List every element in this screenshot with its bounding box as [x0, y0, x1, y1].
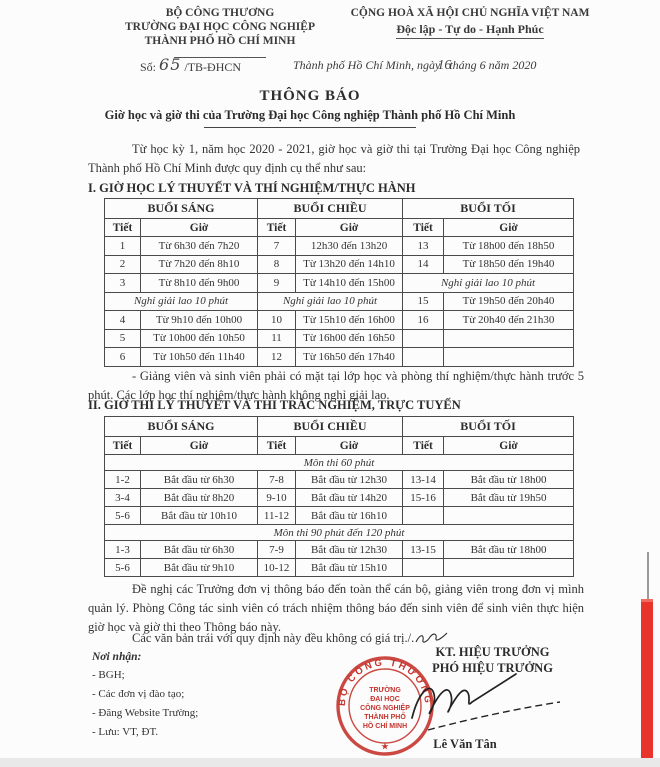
table-cell — [403, 329, 444, 348]
subheader-cell: Giờ — [296, 219, 403, 237]
exam-duration-label: Môn thi 90 phút đến 120 phút — [105, 525, 574, 541]
table-cell: 9 — [258, 274, 296, 293]
validity-text: Các văn bản trái với quy định này đều không có giá trị./. — [132, 631, 415, 645]
table-cell: 10-12 — [258, 559, 296, 577]
subheader-cell: Tiết — [403, 219, 444, 237]
subheader-cell: Giờ — [444, 437, 574, 455]
stamp-line: ĐẠI HỌC — [370, 696, 400, 703]
table-cell — [444, 507, 574, 525]
header-afternoon: BUỔI CHIỀU — [258, 199, 403, 219]
header-morning: BUỔI SÁNG — [105, 199, 258, 219]
signer-position: PHÓ HIỆU TRƯỞNG — [432, 661, 553, 675]
header-morning: BUỔI SÁNG — [105, 417, 258, 437]
table-row — [105, 541, 574, 559]
table-subheader-row — [105, 219, 574, 237]
intro-paragraph: Từ học kỳ 1, năm học 2020 - 2021, giờ học và giờ thi tại Trường Đại học Công nghiệp Thành phố Hồ Chí Minh được quy định cụ thể như sau: — [88, 142, 580, 175]
table-row — [105, 237, 574, 256]
stamp-star-icon: ★ — [381, 742, 389, 751]
exam-hours-table — [104, 416, 574, 577]
break-cell: Nghỉ giải lao 10 phút — [403, 274, 574, 293]
closing-paragraph: Đề nghị các Trưởng đơn vị thông báo đến toàn thể cán bộ, giảng viên trong đơn vị mình quản lý. Phòng Công tác sinh viên có trách nhiệm thông báo đến sinh viên để sinh viên thực hiện giờ học và giờ thi theo Thông báo này. — [88, 582, 584, 634]
header-evening: BUỔI TỐI — [403, 417, 574, 437]
class-hours-table — [104, 198, 574, 367]
subheader-cell: Giờ — [141, 437, 258, 455]
recipient-item: - BGH; — [92, 669, 125, 681]
break-cell: Nghỉ giải lao 10 phút — [105, 292, 258, 311]
table-row — [105, 559, 574, 577]
table-cell: 13-15 — [403, 541, 444, 559]
table-row — [105, 274, 574, 293]
subheader-cell: Tiết — [403, 437, 444, 455]
table-cell: 2 — [105, 255, 141, 274]
table-cell: 11-12 — [258, 507, 296, 525]
signed-on-behalf: KT. HIỆU TRƯỞNG — [435, 645, 550, 659]
table-cell: Từ 18h00 đến 18h50 — [444, 237, 574, 256]
table-cell: 7 — [258, 237, 296, 256]
doc-number-label: Số: — [140, 60, 157, 74]
table-cell: Từ 13h20 đến 14h10 — [296, 255, 403, 274]
table-cell: Từ 19h50 đến 20h40 — [444, 292, 574, 311]
stamp-line: TRƯỜNG — [369, 687, 401, 694]
table-row — [105, 329, 574, 348]
subheader-cell: Giờ — [141, 219, 258, 237]
document-subtitle: Giờ học và giờ thi của Trường Đại học Công nghiệp Thành phố Hồ Chí Minh — [104, 108, 516, 122]
header-afternoon: BUỔI CHIỀU — [258, 417, 403, 437]
table-row — [105, 489, 574, 507]
table-cell: Từ 16h50 đến 17h40 — [296, 348, 403, 367]
national-motto-block — [345, 6, 595, 39]
table-cell: 4 — [105, 311, 141, 330]
university-name-line1: TRƯỜNG ĐẠI HỌC CÔNG NGHIỆP — [125, 21, 315, 33]
table-cell: Bắt đầu từ 8h20 — [141, 489, 258, 507]
table-cell: Từ 15h10 đến 16h00 — [296, 311, 403, 330]
break-cell: Nghỉ giải lao 10 phút — [258, 292, 403, 311]
table-cell: Từ 9h10 đến 10h00 — [141, 311, 258, 330]
table-cell: Bắt đầu từ 9h10 — [141, 559, 258, 577]
place-date-line — [293, 58, 536, 74]
date-handwritten: 16 — [437, 58, 452, 73]
recipients-block — [92, 651, 198, 745]
table-cell: Bắt đầu từ 6h30 — [141, 541, 258, 559]
university-name-line2: THÀNH PHỐ HỒ CHÍ MINH — [144, 35, 296, 47]
doc-number-suffix: /TB-ĐHCN — [184, 60, 242, 74]
table-cell: 11 — [258, 329, 296, 348]
table-cell — [403, 507, 444, 525]
table-header-row — [105, 417, 574, 437]
table-cell — [403, 559, 444, 577]
table-cell: Bắt đầu từ 14h20 — [296, 489, 403, 507]
national-title: CỘNG HOÀ XÃ HỘI CHỦ NGHĨA VIỆT NAM — [350, 7, 590, 19]
table-row — [105, 471, 574, 489]
date-suffix: tháng 6 năm 2020 — [449, 58, 537, 72]
table-cell: 10 — [258, 311, 296, 330]
ministry-name: BỘ CÔNG THƯƠNG — [165, 7, 275, 19]
table-cell: 12h30 đến 13h20 — [296, 237, 403, 256]
signer-name: Lê Văn Tân — [433, 737, 497, 751]
section2-heading: II. GIỜ THI LÝ THUYẾT VÀ THI TRẮC NGHIỆM, TRỰC TUYẾN — [88, 398, 461, 412]
header-evening: BUỔI TỐI — [403, 199, 574, 219]
table-cell: Từ 10h50 đến 11h40 — [141, 348, 258, 367]
table-cell: 1-2 — [105, 471, 141, 489]
table-cell: 5-6 — [105, 559, 141, 577]
subheader-cell: Tiết — [258, 219, 296, 237]
page-bottom-edge — [0, 758, 660, 767]
table-cell: Bắt đầu từ 19h50 — [444, 489, 574, 507]
table-cell: 12 — [258, 348, 296, 367]
issuing-org-block — [100, 6, 340, 62]
subheader-cell: Tiết — [105, 219, 141, 237]
table-cell: Bắt đầu từ 10h10 — [141, 507, 258, 525]
table-cell: Từ 8h10 đến 9h00 — [141, 274, 258, 293]
table-cell: 13-14 — [403, 471, 444, 489]
table-cell: Bắt đầu từ 18h00 — [444, 541, 574, 559]
table-cell: Từ 20h40 đến 21h30 — [444, 311, 574, 330]
document-title: THÔNG BÁO — [259, 88, 361, 104]
national-motto: Độc lập - Tự do - Hạnh Phúc — [396, 22, 543, 39]
scroll-indicator-stem — [647, 552, 649, 600]
table-cell: 3-4 — [105, 489, 141, 507]
stamp-line: THÀNH PHỐ — [364, 714, 406, 721]
stamp-line: HỒ CHÍ MINH — [362, 723, 408, 730]
exam-group-row — [105, 525, 574, 541]
stamp-ring-text: BỘ CÔNG THƯƠNG — [336, 657, 434, 707]
recipient-item: - Đăng Website Trường; — [92, 707, 199, 719]
table-subheader-row — [105, 437, 574, 455]
table-cell: Từ 16h00 đến 16h50 — [296, 329, 403, 348]
subheader-cell: Tiết — [105, 437, 141, 455]
recipients-heading: Nơi nhận: — [92, 651, 142, 663]
scrollbar-indicator[interactable] — [641, 599, 653, 760]
table-cell: Từ 14h10 đến 15h00 — [296, 274, 403, 293]
table-cell: Bắt đầu từ 18h00 — [444, 471, 574, 489]
table-row — [105, 348, 574, 367]
table-cell: Từ 7h20 đến 8h10 — [141, 255, 258, 274]
table-cell: 6 — [105, 348, 141, 367]
date-prefix: Thành phố Hồ Chí Minh, ngày — [293, 58, 441, 72]
table-cell: Từ 10h00 đến 10h50 — [141, 329, 258, 348]
table-cell: 8 — [258, 255, 296, 274]
table-cell: 7-8 — [258, 471, 296, 489]
table-cell: Bắt đầu từ 6h30 — [141, 471, 258, 489]
table-cell: 3 — [105, 274, 141, 293]
section1-heading: I. GIỜ HỌC LÝ THUYẾT VÀ THÍ NGHIỆM/THỰC HÀNH — [88, 181, 416, 195]
table-cell: Bắt đầu từ 15h10 — [296, 559, 403, 577]
table-cell: 1 — [105, 237, 141, 256]
table-cell: Từ 6h30 đến 7h20 — [141, 237, 258, 256]
attendance-note: - Giảng viên và sinh viên phải có mặt tại lớp học và phòng thí nghiệm/thực hành trước 5 phút. Các lớp học thí nghiệm/thực hành không nghỉ giải lao. — [88, 369, 584, 402]
table-row — [105, 507, 574, 525]
subheader-cell: Giờ — [444, 219, 574, 237]
table-cell: Bắt đầu từ 16h10 — [296, 507, 403, 525]
table-row — [105, 292, 574, 311]
subtitle-rule — [204, 127, 416, 128]
table-cell: 14 — [403, 255, 444, 274]
table-row — [105, 311, 574, 330]
exam-group-row — [105, 455, 574, 471]
table-header-row — [105, 199, 574, 219]
recipient-item: - Lưu: VT, ĐT. — [92, 726, 159, 738]
stamp-line: CÔNG NGHIỆP — [360, 705, 410, 712]
doc-number-handwritten: 65 — [159, 55, 182, 74]
table-cell: 5 — [105, 329, 141, 348]
table-cell: 1-3 — [105, 541, 141, 559]
table-cell: 16 — [403, 311, 444, 330]
table-cell — [403, 348, 444, 367]
table-cell: 15-16 — [403, 489, 444, 507]
table-cell: 9-10 — [258, 489, 296, 507]
exam-duration-label: Môn thi 60 phút — [105, 455, 574, 471]
table-cell — [444, 329, 574, 348]
table-cell: 13 — [403, 237, 444, 256]
table-cell: Bắt đầu từ 12h30 — [296, 541, 403, 559]
table-cell: 7-9 — [258, 541, 296, 559]
document-number — [140, 56, 241, 75]
subheader-cell: Giờ — [296, 437, 403, 455]
recipient-item: - Các đơn vị đào tạo; — [92, 688, 185, 700]
table-row — [105, 255, 574, 274]
table-cell — [444, 348, 574, 367]
table-cell: 15 — [403, 292, 444, 311]
subheader-cell: Tiết — [258, 437, 296, 455]
table-cell: 5-6 — [105, 507, 141, 525]
table-cell: Bắt đầu từ 12h30 — [296, 471, 403, 489]
table-cell: Từ 18h50 đến 19h40 — [444, 255, 574, 274]
table-cell — [444, 559, 574, 577]
